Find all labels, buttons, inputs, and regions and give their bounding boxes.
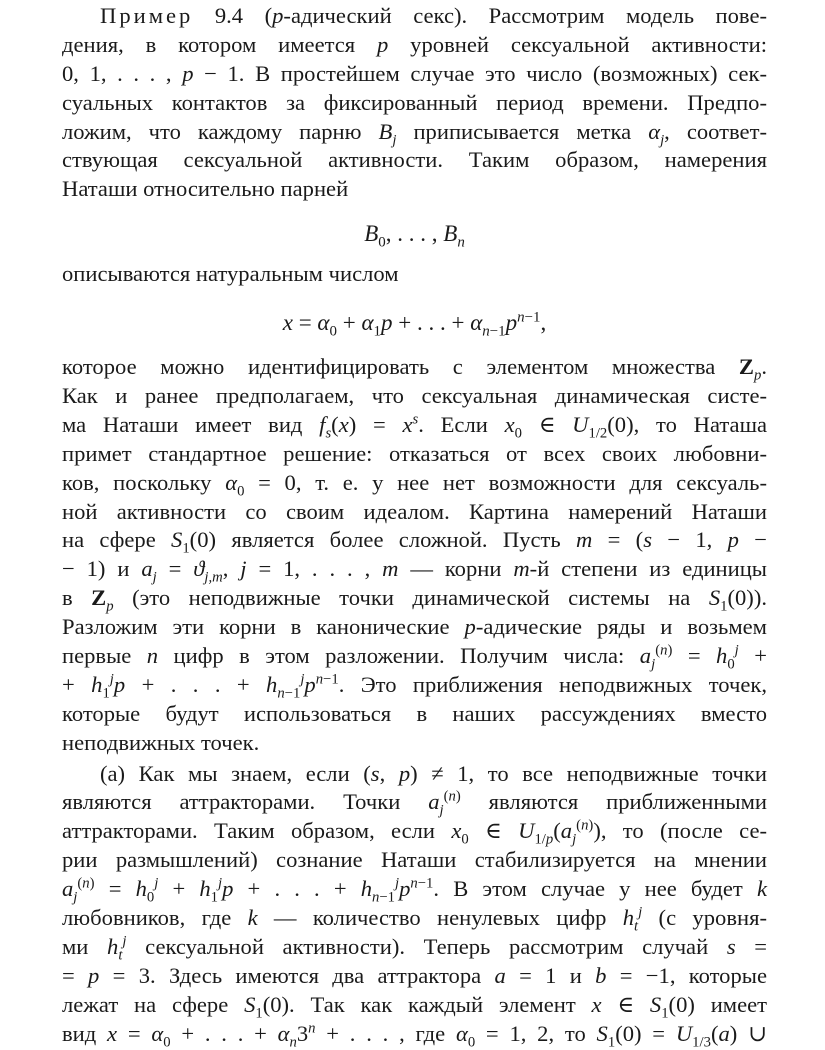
text-line: ков, поскольку $\alpha_0 = 0$, т. е. у нее нет возможности для сексуаль- [62,469,767,500]
text-line: аттракторами. Таким образом, если $x_0$ ∈ $U_{1/p}(a_j^{(n)})$, то (после се- [62,817,768,848]
display-formula: $x = \alpha_0 + \alpha_1p$ + . . . + $\alpha_{n-1}p^{n-1}$, [282,309,547,340]
text-line: $a_j^{(n)} = h_0^j + h_1^jp$ + . . . + $h_{n-1}^jp^{n-1}$. В этом случае у нее будет k [62,875,767,906]
display-formula: $B_0$, . . . , $B_n$ [364,221,465,251]
text-line: которое можно идентифицировать с элементом множества $Z_p$. [62,354,767,384]
text-line: неподвижных точек. [62,729,260,755]
text-line: лежат на сфере $S_1(0)$. Так как каждый элемент x ∈ $S_1(0)$ имеет [62,991,768,1022]
text-line: рии размышлений) сознание Наташи стабилизируется на мнении [62,847,767,873]
text-line: первые n цифр в этом разложении. Получим числа: $a_j^{(n)} = h_0^j$ + [62,642,767,673]
text-line: + $h_1^jp$ + . . . + $h_{n-1}^jp^{n-1}$. Это приближения неподвижных точек, [62,671,768,702]
text-line: 0, 1, . . . , p − 1. В простейшем случае это число (возможных) сек- [62,60,767,86]
text-line: Наташи относительно парней [62,176,349,202]
text-line: на сфере $S_1(0)$ является более сложной. Пусть m = (s − 1, p − [62,527,767,557]
text-line: = p = 3. Здесь имеются два аттрактора a = 1 и b = −1, которые [62,962,767,988]
text-line: которые будут использоваться в наших рассуждениях вместо [62,700,767,726]
text-line: − 1) и $a_j = ϑ_{j,m}$, j = 1, . . . , m — корни m-й степени из единицы [62,556,767,586]
text-line: Пример 9.4 (p-адический секс). Рассмотрим модель пове- [100,3,767,28]
text-line: ложим, что каждому парню $B_j$ приписывается метка $\alpha_j$, соответ- [62,118,767,149]
text-line: суальных контактов за фиксированный период времени. Предпо- [62,89,767,115]
text-line: описываются натуральным числом [62,261,399,287]
text-line: примет стандартное решение: отказаться от всех своих любовни- [62,440,767,466]
text-line: вид $x = \alpha_0$ + . . . + $\alpha_n3^n$ + . . . , где $\alpha_0 = 1$, 2, то $S_1(0) = U_{1/3}(a)$ ∪ [62,1020,767,1050]
text-line: дения, в котором имеется p уровней сексуальной активности: [62,31,767,57]
text-line: в $Z_p$ (это неподвижные точки динамической системы на $S_1(0)$). [62,585,767,615]
text-line: являются аттракторами. Точки $a_j^{(n)}$ являются приближенными [62,788,768,819]
text-line: ной активности со своим идеалом. Картина намерений Наташи [62,498,767,524]
text-line: любовников, где k — количество ненулевых цифр $h_t^j$ (с уровня- [62,904,768,935]
text-line: Как и ранее предполагаем, что сексуальная динамическая систе- [62,383,767,409]
text-line: ствующая сексуальной активности. Таким образом, намерения [62,147,767,173]
text-line: ма Наташи имеет вид $f_s(x) = x^s$. Если $x_0$ ∈ $U_{1/2}(0)$, то Наташа [62,411,767,442]
text-line: ми $h_t^j$ сексуальной активности). Теперь рассмотрим случай s = [62,933,767,964]
text-line: (a) Как мы знаем, если (s, p) ≠ 1, то все неподвижные точки [100,760,767,786]
text-line: Разложим эти корни в канонические p-адические ряды и возьмем [62,614,767,640]
